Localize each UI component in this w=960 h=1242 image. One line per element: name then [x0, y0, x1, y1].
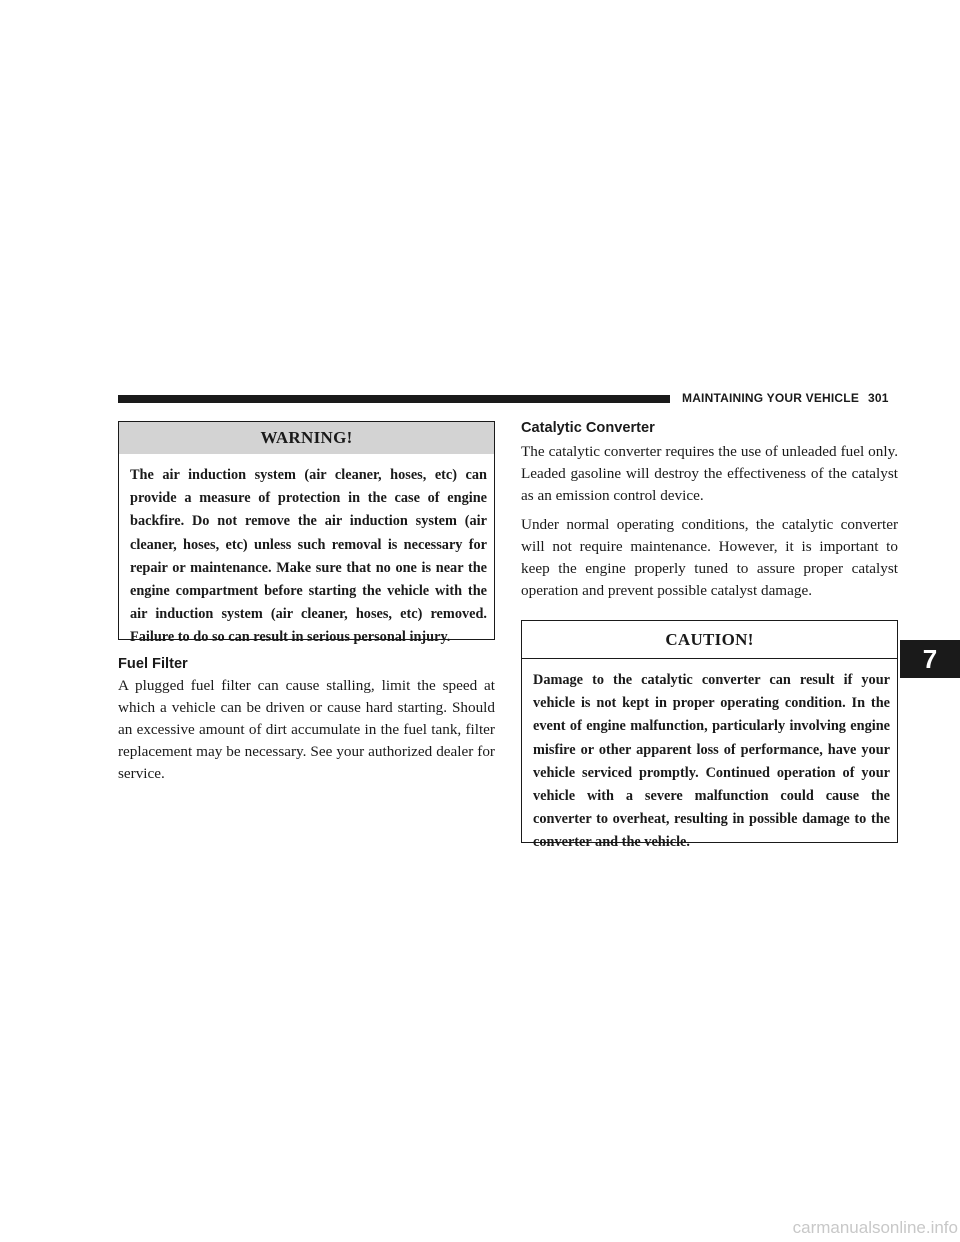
header-rule: [118, 395, 670, 403]
caution-box: [521, 620, 898, 851]
header-title: MAINTAINING YOUR VEHICLE: [682, 391, 860, 405]
fuel-filter-heading: Fuel Filter: [118, 656, 188, 672]
catalytic-converter-heading: Catalytic Converter: [521, 420, 655, 436]
caution-text: Damage to the catalytic converter can result if your vehicle is not kept in proper operating condition. In the event of engine malfunction, particularly involving engine misfire or other apparent loss of performance, have your vehicle serviced promptly. Continued operation of your vehicle with a severe malfunction could cause the converter to overheat, resulting in possible damage to the converter and the vehicle.: [533, 672, 890, 851]
catalytic-converter-paragraph-1: The catalytic converter requires the use of unleaded fuel only. Leaded gasoline will destroy the effectiveness of the catalyst as an emission control device.: [521, 443, 898, 504]
catalytic-converter-paragraph-2: Under normal operating conditions, the catalytic converter will not require maintenance. However, it is important to keep the engine properly tuned to assure proper catalyst operation and prevent possible catalyst damage.: [521, 516, 898, 599]
warning-text: The air induction system (air cleaner, hoses, etc) can provide a measure of protection in the case of engine backfire. Do not remove the air induction system (air cleaner, hoses, etc) unless such removal is necessary for repair or maintenance. Make sure that no one is near the engine compartment before starting the vehicle with the air induction system (air cleaner, hoses, etc) removed. Failure to do so can result in serious personal injury.: [130, 467, 487, 646]
chapter-tab: 7: [900, 640, 960, 678]
watermark: carmanualsonline.info: [792, 1218, 958, 1237]
warning-box: [118, 421, 495, 646]
caution-title: CAUTION!: [522, 621, 897, 659]
running-header: [682, 391, 902, 405]
fuel-filter-text: A plugged fuel filter can cause stalling, limit the speed at which a vehicle can be driven or cause hard starting. Should an excessive amount of dirt accumulate in the fuel tank, filter replacement may be necessary. See your authorized dealer for service.: [118, 677, 495, 782]
page-number: 301: [868, 391, 889, 405]
warning-title: WARNING!: [119, 422, 494, 454]
